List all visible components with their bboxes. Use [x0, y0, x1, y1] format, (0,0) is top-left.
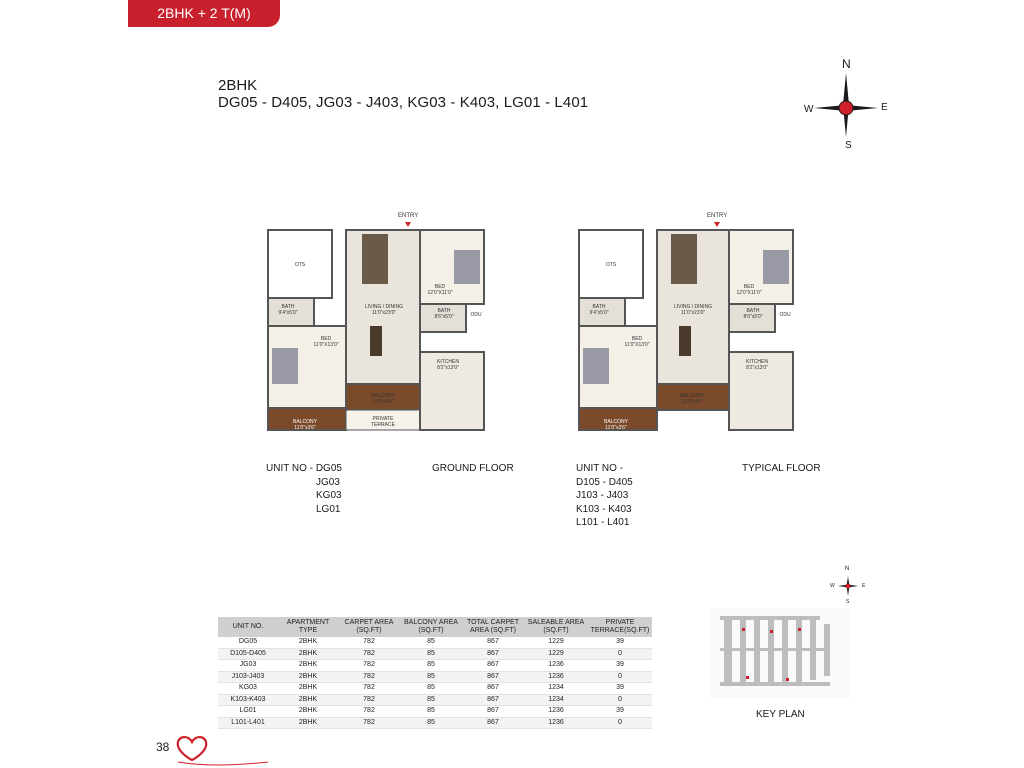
table-cell: 782: [338, 694, 400, 706]
table-cell: 867: [462, 660, 524, 672]
compass-north: N: [842, 57, 851, 71]
table-cell: 1229: [524, 648, 588, 660]
room-living-dining: LIVING / DINING 11'0"x23'0": [364, 304, 404, 316]
room-bed-2: BED 12'0"X11'0": [427, 284, 453, 296]
table-cell: 867: [462, 694, 524, 706]
table-row: [218, 717, 652, 729]
room-balcony-1: BALCONY 11'0"x3'6": [293, 419, 317, 431]
table-cell: 85: [400, 717, 462, 729]
area-table: [218, 617, 652, 729]
table-cell: 2BHK: [278, 637, 338, 648]
table-cell: 782: [338, 683, 400, 695]
table-cell: 39: [588, 683, 652, 695]
table-cell: 782: [338, 637, 400, 648]
room-bath-1: BATH 9'4"x5'0": [278, 304, 298, 316]
col-unit-no: UNIT NO.: [218, 617, 278, 637]
table-cell: 1234: [524, 694, 588, 706]
compass-east: E: [862, 583, 866, 589]
room-ots: OTS: [605, 262, 617, 268]
table-row: [218, 660, 652, 672]
table-cell: 1234: [524, 683, 588, 695]
table-cell: 39: [588, 706, 652, 718]
table-cell: 85: [400, 683, 462, 695]
table-cell: K103-K403: [218, 694, 278, 706]
entry-label: ENTRY: [707, 213, 728, 219]
col-total-carpet: TOTAL CARPET AREA (SQ.FT): [462, 617, 524, 637]
table-cell: 1236: [524, 671, 588, 683]
table-cell: 85: [400, 637, 462, 648]
room-bed-1: BED 11'0"X13'0": [624, 336, 650, 348]
heart-icon: [172, 732, 268, 768]
table-cell: 782: [338, 660, 400, 672]
compass: [800, 55, 892, 155]
key-plan: [706, 566, 876, 726]
table-cell: LG01: [218, 706, 278, 718]
table-cell: 85: [400, 648, 462, 660]
compass-west: W: [804, 104, 814, 115]
table-cell: 0: [588, 648, 652, 660]
table-header-row: [218, 617, 652, 637]
room-kitchen: KITCHEN 8'2"x13'0": [746, 359, 768, 371]
table-cell: 2BHK: [278, 660, 338, 672]
col-saleable-area: SALEABLE AREA (SQ.FT): [524, 617, 588, 637]
room-odu: ODU: [779, 312, 791, 318]
room-odu: ODU: [470, 312, 482, 318]
table-cell: 85: [400, 694, 462, 706]
unit-info-typical: [576, 462, 633, 530]
table-cell: 39: [588, 637, 652, 648]
col-balcony-area: BALCONY AREA (SQ.FT): [400, 617, 462, 637]
floor-label-typical: TYPICAL FLOOR: [742, 463, 821, 474]
unit-line: D105 - D405: [576, 476, 633, 488]
table-cell: 85: [400, 706, 462, 718]
table-cell: 1236: [524, 717, 588, 729]
table-row: [218, 671, 652, 683]
table-cell: D105-D405: [218, 648, 278, 660]
entry-arrow-icon: [405, 222, 411, 227]
room-balcony-2: BALCONY 11'0"x4'6": [371, 393, 395, 405]
table-row: [218, 683, 652, 695]
page-subtitle: DG05 - D405, JG03 - J403, KG03 - K403, LG01 - L401: [218, 94, 589, 111]
unit-line: KG03: [316, 490, 342, 501]
table-cell: 867: [462, 706, 524, 718]
room-bed-2: BED 12'0"X11'0": [736, 284, 762, 296]
table-cell: 782: [338, 717, 400, 729]
table-row: [218, 648, 652, 660]
unit-label: UNIT NO -: [576, 463, 624, 474]
page-number: 38: [156, 740, 170, 754]
unit-line: J103 - J403: [576, 490, 629, 501]
page-title: 2BHK: [218, 77, 258, 94]
table-row: [218, 694, 652, 706]
unit-label: UNIT NO - DG05: [266, 463, 342, 474]
table-cell: 2BHK: [278, 671, 338, 683]
room-bath-2: BATH 8'6"x5'0": [434, 308, 454, 320]
table-cell: 782: [338, 671, 400, 683]
unit-line: LG01: [316, 503, 341, 515]
col-private-terrace: PRIVATE TERRACE(SQ.FT): [588, 617, 652, 637]
table-cell: KG03: [218, 683, 278, 695]
room-balcony-1: BALCONY 11'0"x3'6": [604, 419, 628, 431]
room-bath-2: BATH 8'6"x5'0": [743, 308, 763, 320]
unit-line: L101 - L401: [576, 517, 630, 528]
table-cell: 782: [338, 648, 400, 660]
room-bed-1: BED 11'0"X13'0": [313, 336, 339, 348]
table-cell: 1236: [524, 706, 588, 718]
room-balcony-2: BALCONY 11'0"x4'6": [680, 393, 704, 405]
room-private-terrace: PRIVATE TERRACE: [371, 416, 395, 428]
table-cell: 0: [588, 717, 652, 729]
table-cell: L101-L401: [218, 717, 278, 729]
table-cell: 39: [588, 660, 652, 672]
col-apartment-type: APARTMENT TYPE: [278, 617, 338, 637]
compass-south: S: [845, 140, 852, 151]
table-row: [218, 706, 652, 718]
floor-plan-ground: [266, 212, 486, 437]
unit-line: JG03: [316, 476, 340, 488]
floor-label-ground: GROUND FLOOR: [432, 463, 514, 474]
table-cell: 0: [588, 694, 652, 706]
table-cell: 867: [462, 637, 524, 648]
unit-line: K103 - K403: [576, 503, 632, 515]
room-bath-1: BATH 9'4"x5'0": [589, 304, 609, 316]
floor-plan-typical: [577, 212, 797, 437]
table-cell: 85: [400, 671, 462, 683]
compass-north: N: [845, 566, 850, 572]
keyplan-drawing: [710, 608, 850, 698]
keyplan-compass: [828, 566, 868, 606]
compass-west: W: [830, 583, 835, 589]
unit-info-ground: [266, 462, 342, 516]
compass-east: E: [881, 102, 888, 113]
table-cell: 2BHK: [278, 648, 338, 660]
table-cell: 85: [400, 660, 462, 672]
table-cell: 867: [462, 671, 524, 683]
entry-label: ENTRY: [398, 213, 419, 219]
table-cell: 2BHK: [278, 717, 338, 729]
col-carpet-area: CARPET AREA (SQ.FT): [338, 617, 400, 637]
table-cell: JG03: [218, 660, 278, 672]
table-cell: 2BHK: [278, 706, 338, 718]
room-kitchen: KITCHEN 8'2"x13'0": [437, 359, 459, 371]
section-badge: 2BHK + 2 T(M): [128, 0, 280, 27]
table-cell: 0: [588, 671, 652, 683]
table-cell: 2BHK: [278, 683, 338, 695]
table-cell: 2BHK: [278, 694, 338, 706]
page-footer: [150, 732, 270, 768]
table-cell: J103-J403: [218, 671, 278, 683]
table-cell: 1236: [524, 660, 588, 672]
table-cell: 782: [338, 706, 400, 718]
room-ots: OTS: [294, 262, 306, 268]
table-row: [218, 637, 652, 648]
compass-south: S: [846, 599, 850, 605]
table-cell: 867: [462, 717, 524, 729]
table-cell: 1229: [524, 637, 588, 648]
table-cell: 867: [462, 648, 524, 660]
room-living-dining: LIVING / DINING 11'0"x23'0": [673, 304, 713, 316]
table-cell: 867: [462, 683, 524, 695]
table-cell: DG05: [218, 637, 278, 648]
keyplan-label: KEY PLAN: [756, 709, 805, 720]
entry-arrow-icon: [714, 222, 720, 227]
